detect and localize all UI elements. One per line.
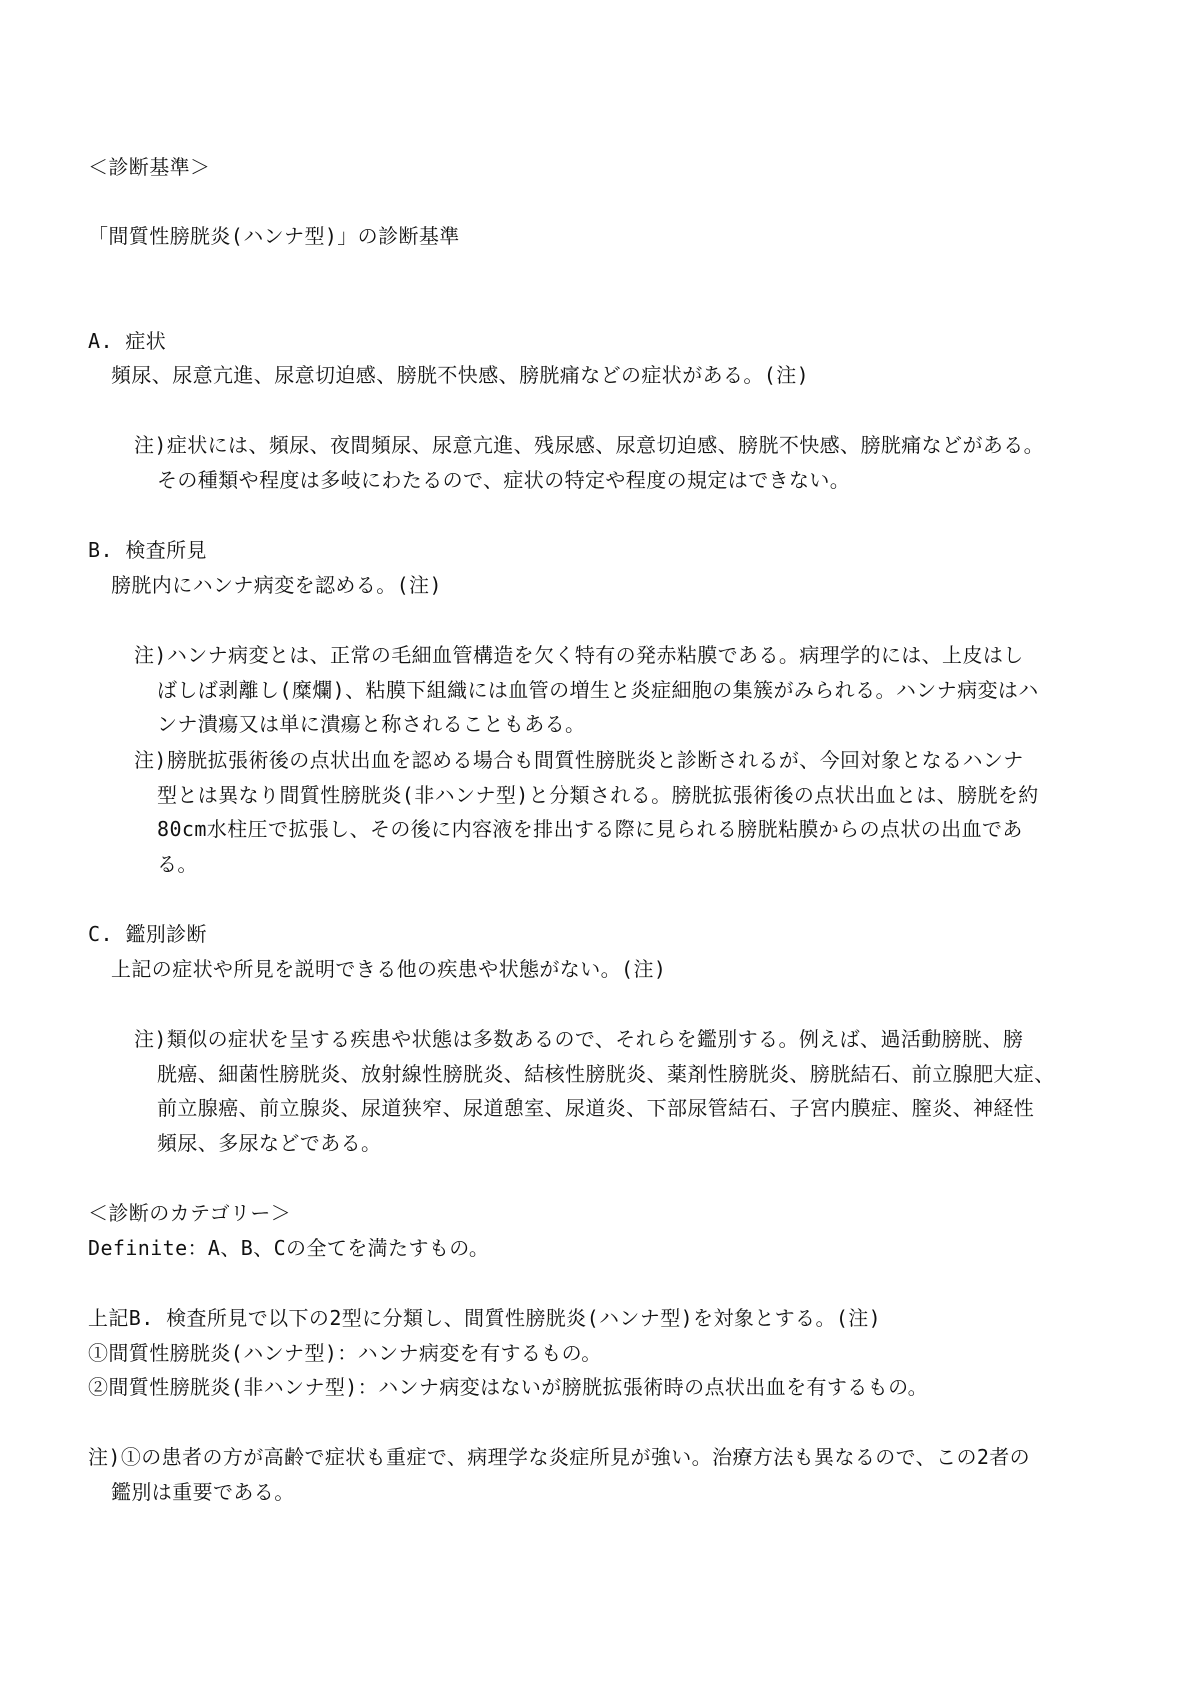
classification-intro: 上記B. 検査所見で以下の2型に分類し、間質性膀胱炎(ハンナ型)を対象とする。(注) — [88, 1306, 882, 1330]
final-note-line: 注)①の患者の方が高齢で症状も重症で、病理学な炎症所見が強い。治療方法も異なるので、この2者の — [88, 1445, 1031, 1469]
section-c-body: 上記の症状や所見を説明できる他の疾患や状態がない。(注) — [111, 957, 667, 981]
category-definite: Definite：A、B、Cの全てを満たすもの。 — [88, 1236, 490, 1260]
section-b-heading: B. 検査所見 — [88, 538, 207, 562]
section-b-note2-line: 型とは異なり間質性膀胱炎(非ハンナ型)と分類される。膀胱拡張術後の点状出血とは、膀胱を約 — [157, 783, 1039, 807]
section-b-note1-line: ばしば剥離し(糜爛)、粘膜下組織には血管の増生と炎症細胞の集簇がみられる。ハンナ病変はハ — [157, 678, 1039, 702]
section-c-note-line: 胱癌、細菌性膀胱炎、放射線性膀胱炎、結核性膀胱炎、薬剤性膀胱炎、膀胱結石、前立腺肥大症、 — [157, 1062, 1055, 1086]
document-title: 「間質性膀胱炎(ハンナ型)」の診断基準 — [88, 224, 460, 248]
classification-item-non-hunner: ②間質性膀胱炎(非ハンナ型)：ハンナ病変はないが膀胱拡張術時の点状出血を有するもの。 — [88, 1375, 929, 1399]
section-c-heading: C. 鑑別診断 — [88, 922, 207, 946]
section-b-note2-line: る。 — [157, 852, 198, 876]
classification-item-hunner: ①間質性膀胱炎(ハンナ型)：ハンナ病変を有するもの。 — [88, 1341, 602, 1365]
category-heading: ＜診断のカテゴリー＞ — [88, 1201, 292, 1225]
section-a-body: 頻尿、尿意亢進、尿意切迫感、膀胱不快感、膀胱痛などの症状がある。(注) — [111, 363, 810, 387]
section-b-note1-line: 注)ハンナ病変とは、正常の毛細血管構造を欠く特有の発赤粘膜である。病理学的には、上皮はし — [134, 643, 1024, 667]
section-b-body: 膀胱内にハンナ病変を認める。(注) — [111, 573, 442, 597]
section-a-heading: A. 症状 — [88, 329, 167, 353]
criteria-heading: ＜診断基準＞ — [88, 155, 211, 179]
section-b-note1-line: ンナ潰瘍又は単に潰瘍と称されることもある。 — [157, 712, 586, 736]
final-note-line: 鑑別は重要である。 — [111, 1480, 295, 1504]
section-b-note2-line: 80cm水柱圧で拡張し、その後に内容液を排出する際に見られる膀胱粘膜からの点状の出血であ — [157, 817, 1023, 841]
section-c-note-line: 頻尿、多尿などである。 — [157, 1131, 382, 1155]
section-a-note-line: 注)症状には、頻尿、夜間頻尿、尿意亢進、残尿感、尿意切迫感、膀胱不快感、膀胱痛などがある。 — [134, 433, 1045, 457]
section-b-note2-line: 注)膀胱拡張術後の点状出血を認める場合も間質性膀胱炎と診断されるが、今回対象となるハンナ — [134, 748, 1024, 772]
section-a-note-line: その種類や程度は多岐にわたるので、症状の特定や程度の規定はできない。 — [157, 468, 851, 492]
section-c-note-line: 前立腺癌、前立腺炎、尿道狭窄、尿道憩室、尿道炎、下部尿管結石、子宮内膜症、膣炎、神経性 — [157, 1096, 1035, 1120]
section-c-note-line: 注)類似の症状を呈する疾患や状態は多数あるので、それらを鑑別する。例えば、過活動膀胱、膀 — [134, 1027, 1024, 1051]
